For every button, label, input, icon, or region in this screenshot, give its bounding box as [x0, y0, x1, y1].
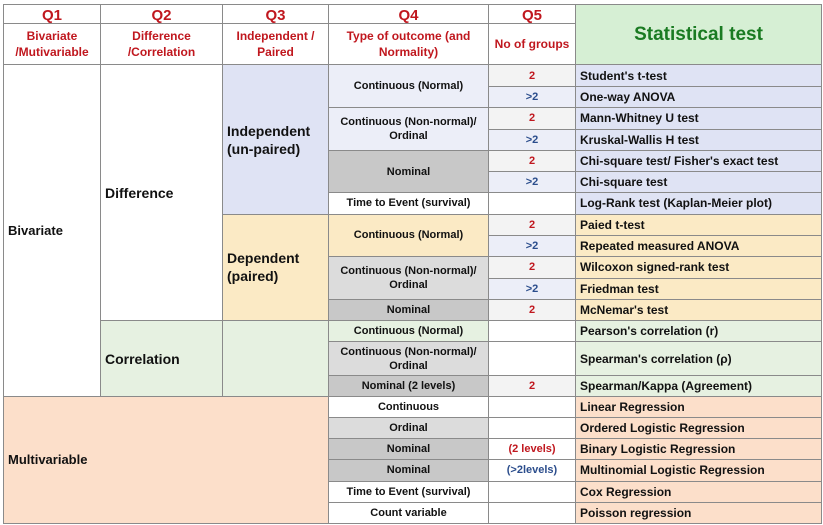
- q4-header: Q4: [329, 5, 489, 24]
- groups-cell-empty: [489, 502, 576, 523]
- outcome-cell: Continuous (Non-normal)/ Ordinal: [329, 107, 489, 150]
- groups-cell: >2: [489, 129, 576, 150]
- test-cell: Chi-square test/ Fisher's exact test: [576, 151, 822, 172]
- outcome-cell: Time to Event (survival): [329, 193, 489, 214]
- test-cell: Ordered Logistic Regression: [576, 418, 822, 439]
- q4-subheader: Type of outcome (and Normality): [329, 24, 489, 65]
- groups-cell-empty: [489, 396, 576, 417]
- groups-cell: 2: [489, 107, 576, 129]
- outcome-cell: Continuous (Normal): [329, 321, 489, 342]
- outcome-cell: Nominal: [329, 460, 489, 481]
- groups-cell: 2: [489, 65, 576, 86]
- outcome-cell: Nominal: [329, 300, 489, 321]
- independent-cell: Independent (un-paired): [223, 65, 329, 214]
- q3-subheader: Independent / Paired: [223, 24, 329, 65]
- statistical-test-table: [3, 4, 822, 524]
- groups-cell: 2: [489, 256, 576, 278]
- outcome-cell: Continuous (Normal): [329, 65, 489, 107]
- dependent-cell: Dependent (paired): [223, 214, 329, 321]
- test-cell: Binary Logistic Regression: [576, 439, 822, 460]
- test-cell: Cox Regression: [576, 481, 822, 502]
- groups-cell: 2: [489, 214, 576, 235]
- groups-cell: >2: [489, 235, 576, 256]
- outcome-cell: Continuous (Non-normal)/ Ordinal: [329, 342, 489, 375]
- outcome-cell: Time to Event (survival): [329, 481, 489, 502]
- outcome-cell: Continuous (Non-normal)/ Ordinal: [329, 256, 489, 299]
- groups-cell-empty: [489, 418, 576, 439]
- groups-cell-empty: [489, 342, 576, 375]
- q5-header: Q5: [489, 5, 576, 24]
- test-cell: Wilcoxon signed-rank test: [576, 256, 822, 278]
- groups-cell: 2: [489, 300, 576, 321]
- test-cell: Mann-Whitney U test: [576, 107, 822, 129]
- test-cell: Kruskal-Wallis H test: [576, 129, 822, 150]
- test-cell: Student's t-test: [576, 65, 822, 86]
- test-cell: Poisson regression: [576, 502, 822, 523]
- correlation-q3-empty: [223, 321, 329, 397]
- test-cell: Spearman/Kappa (Agreement): [576, 375, 822, 396]
- statistical-test-header: Statistical test: [576, 5, 822, 65]
- correlation-cell: Correlation: [101, 321, 223, 397]
- groups-cell: 2: [489, 375, 576, 396]
- groups-cell-empty: [489, 321, 576, 342]
- test-cell: Friedman test: [576, 279, 822, 300]
- outcome-cell: Count variable: [329, 502, 489, 523]
- test-cell: Chi-square test: [576, 172, 822, 193]
- outcome-cell: Nominal (2 levels): [329, 375, 489, 396]
- bivariate-cell: Bivariate: [4, 65, 101, 396]
- groups-cell: (2 levels): [489, 439, 576, 460]
- q2-subheader: Difference /Correlation: [101, 24, 223, 65]
- test-cell: Multinomial Logistic Regression: [576, 460, 822, 481]
- test-cell: Paied t-test: [576, 214, 822, 235]
- groups-cell: 2: [489, 151, 576, 172]
- test-cell: Pearson's correlation (r): [576, 321, 822, 342]
- test-cell: Linear Regression: [576, 396, 822, 417]
- q5-subheader: No of groups: [489, 24, 576, 65]
- multivariable-cell: Multivariable: [4, 396, 329, 523]
- groups-cell: >2: [489, 172, 576, 193]
- q2-header: Q2: [101, 5, 223, 24]
- difference-cell: Difference: [101, 65, 223, 321]
- q1-subheader: Bivariate /Mutivariable: [4, 24, 101, 65]
- q3-header: Q3: [223, 5, 329, 24]
- outcome-cell: Nominal: [329, 439, 489, 460]
- outcome-cell: Continuous: [329, 396, 489, 417]
- outcome-cell: Continuous (Normal): [329, 214, 489, 256]
- outcome-cell: Nominal: [329, 151, 489, 193]
- groups-cell-empty: [489, 193, 576, 214]
- groups-cell-empty: [489, 481, 576, 502]
- groups-cell: >2: [489, 279, 576, 300]
- test-cell: Log-Rank test (Kaplan-Meier plot): [576, 193, 822, 214]
- outcome-cell: Ordinal: [329, 418, 489, 439]
- test-cell: McNemar's test: [576, 300, 822, 321]
- q1-header: Q1: [4, 5, 101, 24]
- groups-cell: >2: [489, 86, 576, 107]
- groups-cell: (>2levels): [489, 460, 576, 481]
- test-cell: Repeated measured ANOVA: [576, 235, 822, 256]
- test-cell: One-way ANOVA: [576, 86, 822, 107]
- test-cell: Spearman's correlation (ρ): [576, 342, 822, 375]
